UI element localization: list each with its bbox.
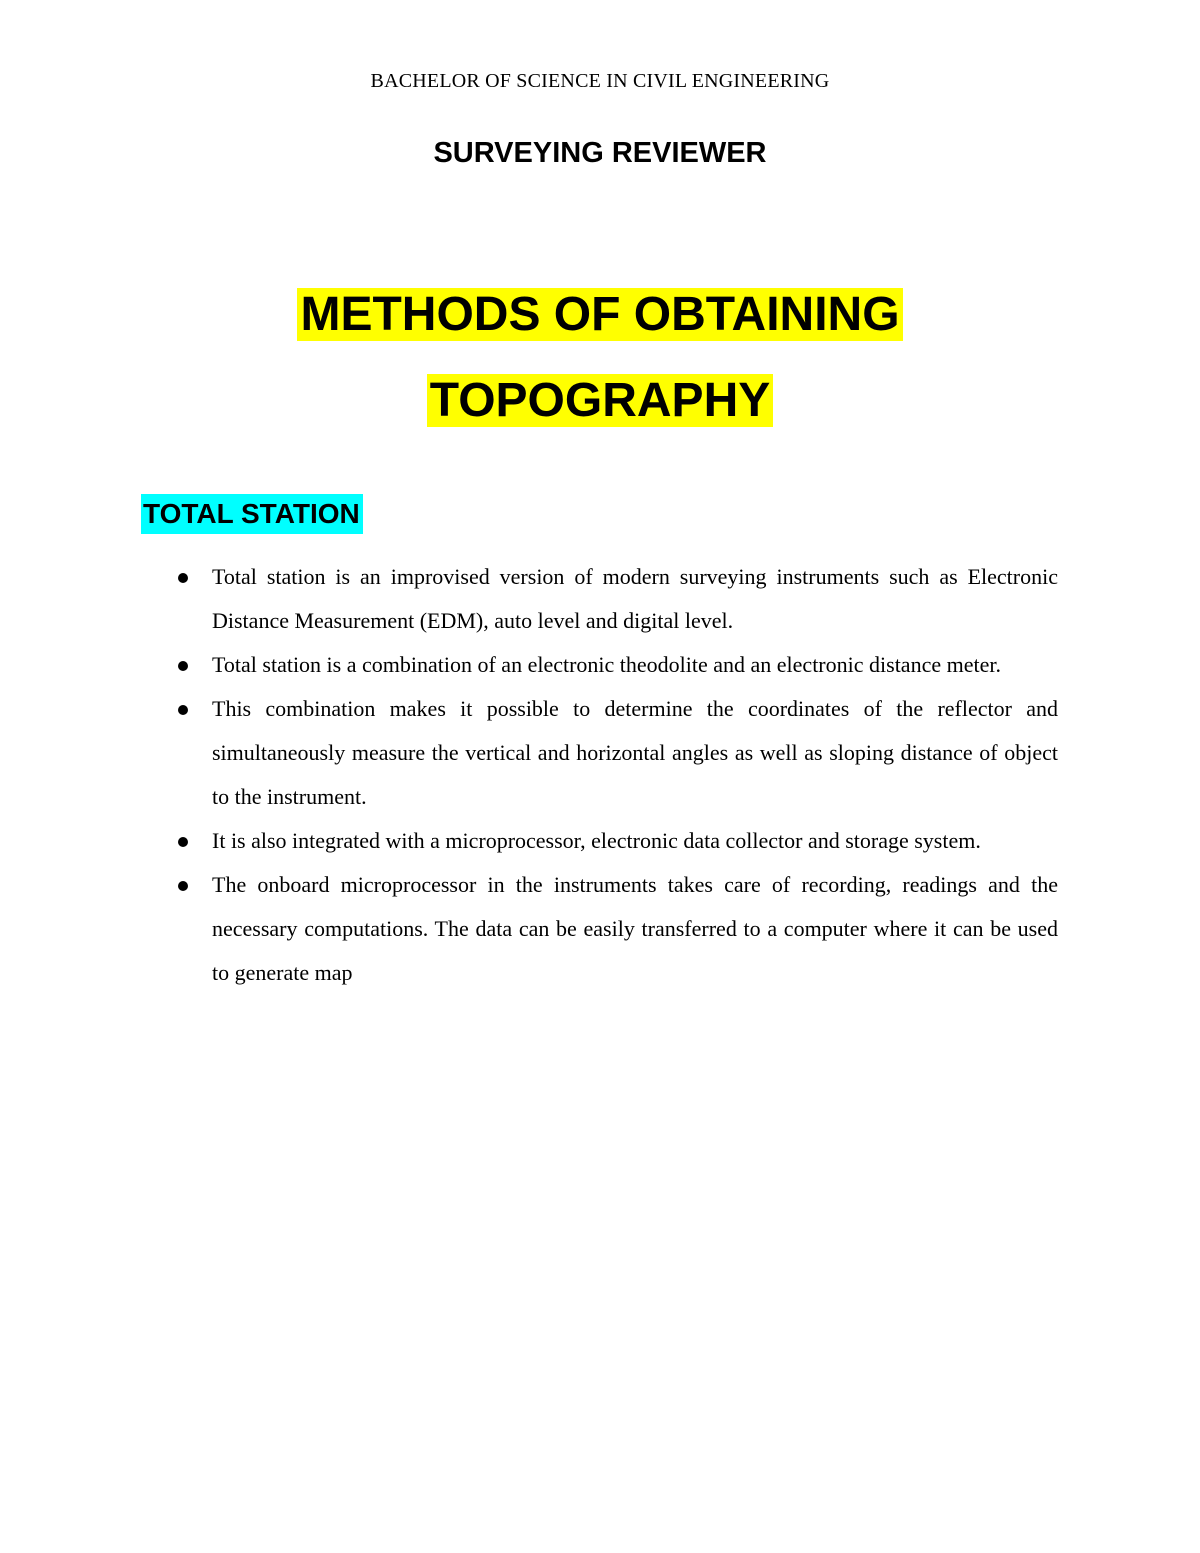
list-item	[0, 555, 1058, 643]
bullet-icon	[178, 837, 188, 847]
document-subtitle: SURVEYING REVIEWER	[433, 137, 767, 169]
bullet-list	[0, 555, 1200, 995]
list-item-text: Total station is a combination of an electronic theodolite and an electronic distance meter.	[212, 652, 1001, 677]
bullet-icon	[178, 705, 188, 715]
list-item-text: Total station is an improvised version of modern surveying instruments such as Electronic Distance Measurement (EDM), auto level and digital level.	[212, 564, 1058, 633]
list-item	[0, 819, 1058, 863]
main-title-line-1	[0, 286, 1200, 344]
list-item-text: This combination makes it possible to determine the coordinates of the reflector and simultaneously measure the vertical and horizontal angles as well as sloping distance of object to the instrument.	[212, 696, 1058, 809]
list-item-text: The onboard microprocessor in the instruments takes care of recording, readings and the necessary computations. The data can be easily transferred to a computer where it can be used to generate map	[212, 872, 1058, 985]
main-title-line-2-text: TOPOGRAPHY	[427, 374, 774, 427]
bullet-icon	[178, 881, 188, 891]
main-title-line-1-text: METHODS OF OBTAINING	[297, 288, 902, 341]
list-item	[0, 687, 1058, 819]
list-item	[0, 863, 1058, 995]
main-title-line-2	[0, 372, 1200, 430]
section-heading: TOTAL STATION	[141, 494, 363, 534]
document-header: BACHELOR OF SCIENCE IN CIVIL ENGINEERING	[370, 70, 830, 92]
bullet-icon	[178, 573, 188, 583]
list-item	[0, 643, 1058, 687]
list-item-text: It is also integrated with a microprocessor, electronic data collector and storage system.	[212, 828, 981, 853]
bullet-icon	[178, 661, 188, 671]
